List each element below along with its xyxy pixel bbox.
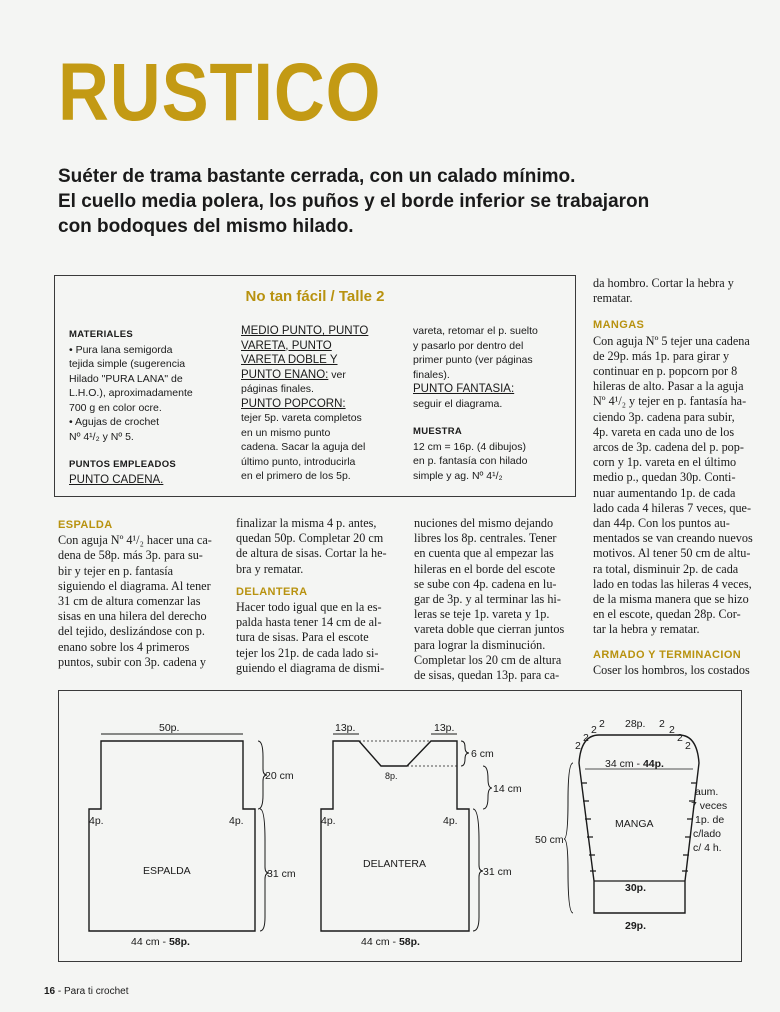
right-column bbox=[593, 276, 758, 678]
delantera-line: palda hasta tener 14 cm de al- bbox=[236, 615, 382, 630]
popcorn-stitch-name: PUNTO POPCORN: bbox=[241, 397, 346, 410]
gauge-line: 12 cm = 16p. (4 dibujos) bbox=[413, 440, 526, 453]
stitches-column bbox=[241, 324, 411, 484]
mangas-line: medio p., quedan 30p. Conti- bbox=[593, 470, 736, 485]
espalda-continued bbox=[236, 516, 396, 577]
stitch-name: MEDIO PUNTO, PUNTO bbox=[241, 325, 369, 337]
label-aum: 7 veces bbox=[691, 800, 728, 812]
delantera-brace-14 bbox=[483, 766, 492, 809]
delantera-continued bbox=[414, 516, 579, 683]
label-manga-width: 34 cm - 44p. bbox=[605, 758, 664, 770]
label-espalda-bottom: 44 cm - 58p. bbox=[131, 936, 190, 948]
popcorn-line: tejer 5p. vareta completos bbox=[241, 412, 362, 424]
stitch-note: y pasarlo por dentro del bbox=[413, 339, 524, 352]
label-dec: 2 bbox=[575, 740, 581, 752]
label-espalda-side-l: 4p. bbox=[89, 815, 104, 827]
label-manga-name: MANGA bbox=[615, 818, 654, 830]
diagram-svg bbox=[59, 691, 741, 961]
label-neck: 8p. bbox=[385, 771, 398, 781]
mangas-line: de la misma manera que se hizo bbox=[593, 592, 749, 607]
magazine-name: - Para ti crochet bbox=[55, 986, 129, 997]
espalda-line: sisas en una hilera del derecho bbox=[58, 609, 207, 624]
label-aum: aum. bbox=[695, 786, 719, 798]
intro-line: con bodoques del mismo hilado. bbox=[58, 216, 354, 237]
fancy-stitch-note: seguir el diagrama. bbox=[413, 397, 503, 410]
text-line: se sube con 4p. cadena en lu- bbox=[414, 576, 557, 591]
info-box bbox=[54, 275, 576, 497]
label-espalda-side-r: 4p. bbox=[229, 815, 244, 827]
text-line: de sisas, quedan 13p. para ca- bbox=[414, 668, 560, 683]
espalda-column bbox=[58, 518, 218, 670]
stitch-name: VARETA, PUNTO bbox=[241, 339, 332, 352]
mangas-line: ra total, disminuir 2p. de cada bbox=[593, 561, 739, 576]
espalda-line: Con aguja Nº 4¹/₂ hacer una ca- bbox=[58, 533, 212, 548]
popcorn-line: último punto, introducirla bbox=[241, 455, 356, 468]
label-dec: 2 bbox=[659, 718, 665, 730]
gauge-heading: MUESTRA bbox=[413, 426, 463, 437]
middle-column bbox=[236, 516, 396, 676]
delantera-outline bbox=[321, 741, 469, 931]
difficulty-title: No tan fácil / Talle 2 bbox=[245, 288, 385, 305]
mangas-line: lado en todas las hileras 4 veces, bbox=[593, 576, 752, 591]
espalda-line: siguiendo el diagrama. Al tener bbox=[58, 578, 211, 593]
mangas-line: de 29p. más 1p. para girar y bbox=[593, 348, 730, 363]
label-aum: 1p. de bbox=[695, 814, 725, 826]
text-line: finalizar la misma 4 p. antes, bbox=[236, 516, 377, 530]
label-cuff-bottom: 29p. bbox=[625, 920, 647, 932]
intro-line: El cuello media polera, los puños y el borde inferior se trabajaron bbox=[58, 191, 650, 212]
label-delantera-h2: 31 cm bbox=[483, 866, 512, 878]
label-aum: c/ 4 h. bbox=[693, 842, 722, 854]
mangas-line: mentados se van creando nuevos bbox=[593, 531, 753, 546]
fancy-stitch-column bbox=[413, 324, 573, 483]
label-delantera-h0: 6 cm bbox=[471, 748, 494, 760]
label-dec: 2 bbox=[685, 740, 691, 752]
espalda-line: enano sobre los 4 primeros bbox=[58, 639, 190, 654]
mangas-body bbox=[593, 334, 758, 638]
mangas-line: lado cada 4 hileras 7 veces, que- bbox=[593, 500, 752, 515]
delantera-body bbox=[236, 600, 396, 676]
label-espalda-top: 50p. bbox=[159, 722, 180, 734]
materials-line: tejida simple (sugerencia bbox=[69, 358, 186, 370]
delantera-brace-31 bbox=[473, 809, 483, 931]
label-dec: 2 bbox=[591, 724, 597, 736]
label-shoulder-r: 13p. bbox=[434, 722, 455, 734]
text-line: para lograr la disminución. bbox=[414, 637, 546, 652]
text-line: rematar. bbox=[593, 291, 633, 306]
espalda-line: bir y tejer en p. fantasía bbox=[58, 563, 174, 578]
delantera-brace-6 bbox=[461, 741, 469, 766]
section-heading-mangas: MANGAS bbox=[593, 319, 645, 332]
stitch-note: páginas finales. bbox=[241, 383, 314, 395]
delantera-line: guiendo el diagrama de dismi- bbox=[236, 660, 385, 675]
label-shoulder-l: 13p. bbox=[335, 722, 356, 734]
label-delantera-side-l: 4p. bbox=[321, 815, 336, 827]
mangas-line: tar la hebra y rematar. bbox=[593, 622, 700, 637]
popcorn-line: en un mismo punto bbox=[241, 426, 331, 439]
text-line: libres los 8p. centrales. Tener bbox=[414, 531, 557, 546]
fancy-stitch-name: PUNTO FANTASIA: bbox=[413, 383, 515, 395]
materials-line: L.H.O.), aproximadamente bbox=[69, 387, 193, 399]
delantera-line: tura de sisas. Para el escote bbox=[236, 630, 369, 645]
label-manga-top: 28p. bbox=[625, 718, 646, 730]
label-espalda-h2: 31 cm bbox=[267, 868, 296, 880]
text-line: vareta doble que cierran juntos bbox=[414, 622, 565, 637]
stitch-note: primer punto (ver páginas bbox=[413, 354, 533, 366]
section-heading-armado: ARMADO Y TERMINACION bbox=[593, 648, 742, 661]
label-dec: 2 bbox=[677, 732, 683, 744]
mangas-line: dan 44p. Con los puntos au- bbox=[593, 516, 730, 531]
label-delantera-h1: 14 cm bbox=[493, 783, 522, 795]
text-line: de altura de sisas. Cortar la he- bbox=[236, 546, 387, 561]
materials-line: Hilado "PURA LANA" de bbox=[69, 372, 183, 385]
text-line: da hombro. Cortar la hebra y bbox=[593, 276, 734, 290]
text-line: leras se teje 1p. vareta y 1p. bbox=[414, 607, 550, 622]
espalda-line: del tejido, deslizándose con p. bbox=[58, 624, 205, 639]
materials-line: Nº 4¹/₂ y Nº 5. bbox=[69, 430, 134, 443]
section-heading-espalda: ESPALDA bbox=[58, 519, 113, 531]
mangas-line: continuar en p. popcorn por 8 bbox=[593, 364, 738, 379]
mangas-line: ciendo 3p. cadena para subir, bbox=[593, 409, 735, 424]
espalda-body bbox=[58, 533, 218, 670]
text-line: Completar los 20 cm de altura bbox=[414, 652, 562, 667]
page-number: 16 bbox=[44, 986, 56, 997]
delantera-line: tejer los 21p. de cada lado si- bbox=[236, 645, 379, 660]
mangas-line: en el escote, quedan 28p. Cor- bbox=[593, 607, 741, 622]
stitch-note: ver bbox=[328, 368, 346, 381]
label-dec: 2 bbox=[599, 718, 605, 730]
mangas-line: motivos. Al tener 50 cm de altu- bbox=[593, 546, 751, 561]
label-delantera-name: DELANTERA bbox=[363, 858, 427, 870]
label-cuff-top: 30p. bbox=[625, 882, 647, 894]
label-manga-height: 50 cm bbox=[535, 834, 564, 846]
text-line: quedan 50p. Completar 20 cm bbox=[236, 531, 384, 546]
label-espalda-name: ESPALDA bbox=[143, 865, 191, 877]
gauge-line: en p. fantasía con hilado bbox=[413, 455, 528, 467]
espalda-line: 31 cm de altura comenzar las bbox=[58, 594, 201, 609]
mangas-line: arcos de 3p. cadena del p. pop- bbox=[593, 440, 744, 455]
pattern-diagram bbox=[58, 690, 742, 962]
mangas-line: hileras de alto. Pasar a la aguja bbox=[593, 379, 744, 394]
label-dec: 2 bbox=[583, 732, 589, 744]
page-title: RUSTICO bbox=[58, 47, 382, 138]
intro-text bbox=[58, 164, 738, 239]
stitch-name: VARETA DOBLE Y bbox=[241, 354, 338, 366]
stitch-chain: PUNTO CADENA. bbox=[69, 473, 164, 486]
page-footer bbox=[44, 986, 128, 997]
materials-line: • Pura lana semigorda bbox=[69, 343, 173, 356]
text-line: gar de 3p. y al terminar las hi- bbox=[414, 592, 561, 607]
label-delantera-bottom: 44 cm - 58p. bbox=[361, 936, 420, 948]
section-heading-delantera: DELANTERA bbox=[236, 585, 308, 598]
third-column bbox=[414, 516, 579, 683]
text-line: hileras en el borde del escote bbox=[414, 561, 556, 576]
label-espalda-h1: 20 cm bbox=[265, 770, 294, 782]
mangas-line: 4p. vareta en cada uno de los bbox=[593, 424, 735, 439]
materials-line: 700 g en color ocre. bbox=[69, 401, 162, 414]
stitches-heading: PUNTOS EMPLEADOS bbox=[69, 459, 177, 470]
popcorn-line: cadena. Sacar la aguja del bbox=[241, 441, 366, 453]
stitch-name: PUNTO ENANO: bbox=[241, 368, 329, 381]
delantera-line: Hacer todo igual que en la es- bbox=[236, 600, 382, 615]
stitch-note: finales). bbox=[413, 368, 450, 381]
text-line: en cuenta que al empezar las bbox=[414, 546, 554, 561]
label-aum: c/lado bbox=[693, 828, 722, 840]
gauge-line: simple y ag. Nº 4¹/₂ bbox=[413, 469, 503, 482]
label-dec: 2 bbox=[669, 724, 675, 736]
mangas-line: corn y 1p. vareta en el último bbox=[593, 455, 737, 470]
espalda-outline bbox=[89, 741, 255, 931]
text-line: Coser los hombros, los costados bbox=[593, 662, 750, 677]
mangas-line: Nº 4¹/₂ y tejer en p. fantasía ha- bbox=[593, 394, 747, 409]
materials-line: • Agujas de crochet bbox=[69, 416, 160, 428]
mangas-line: nuar aumentando 1p. de cada bbox=[593, 485, 736, 500]
espalda-line: puntos, subir con 3p. cadena y bbox=[58, 654, 206, 669]
espalda-line: dena de 58p. más 3p. para su- bbox=[58, 548, 203, 563]
text-line: bra y rematar. bbox=[236, 561, 304, 576]
materials-column bbox=[69, 328, 229, 487]
manga-brace-50 bbox=[564, 763, 573, 913]
stitch-note: vareta, retomar el p. suelto bbox=[413, 325, 538, 337]
materials-heading: MATERIALES bbox=[69, 329, 134, 340]
text-line: nuciones del mismo dejando bbox=[414, 516, 554, 530]
intro-line: Suéter de trama bastante cerrada, con un calado mínimo. bbox=[58, 166, 576, 187]
popcorn-line: en el primero de los 5p. bbox=[241, 470, 351, 482]
mangas-line: Con aguja Nº 5 tejer una cadena bbox=[593, 333, 750, 348]
label-delantera-side-r: 4p. bbox=[443, 815, 458, 827]
